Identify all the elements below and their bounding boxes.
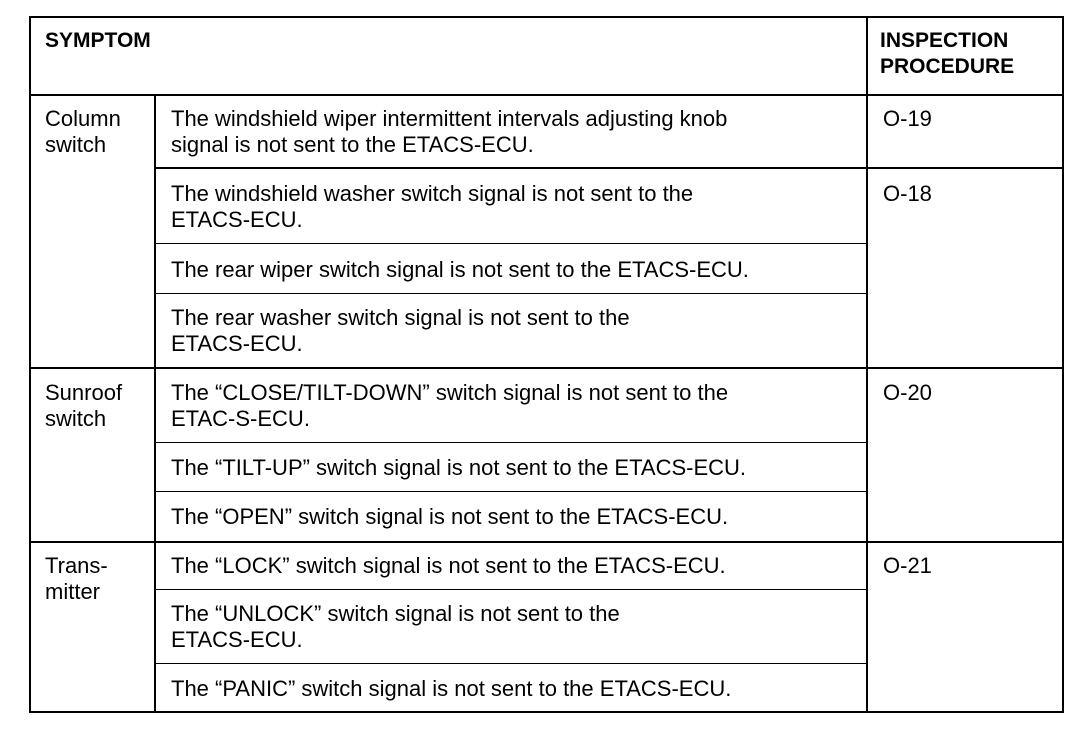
procedure-cell: O-20	[883, 380, 932, 405]
symptom-cell: The “LOCK” switch signal is not sent to the ETACS-ECU.	[171, 553, 726, 578]
row-divider	[155, 663, 867, 664]
procedure-cell: O-21	[883, 553, 932, 578]
category-label-transmitter: Trans- mitter	[45, 553, 108, 604]
group-divider	[29, 541, 1064, 543]
symptom-cell: The “PANIC” switch signal is not sent to the ETACS-ECU.	[171, 676, 732, 701]
category-label-sunroof-switch: Sunroof switch	[45, 380, 123, 431]
procedure-cell: O-18	[883, 181, 932, 206]
symptom-cell: The windshield washer switch signal is not sent to the ETACS-ECU.	[171, 181, 694, 232]
procedure-column-divider	[866, 16, 868, 713]
symptom-cell: The “TILT-UP” switch signal is not sent to the ETACS-ECU.	[171, 455, 747, 480]
symptom-cell: The rear washer switch signal is not sent to the ETACS-ECU.	[171, 305, 630, 356]
symptom-cell: The “OPEN” switch signal is not sent to the ETACS-ECU.	[171, 504, 729, 529]
category-column-divider	[154, 95, 156, 713]
row-divider	[155, 293, 867, 294]
group-divider	[29, 367, 1064, 369]
symptom-cell: The rear wiper switch signal is not sent to the ETACS-ECU.	[171, 257, 749, 282]
symptom-cell: The “UNLOCK” switch signal is not sent to the ETACS-ECU.	[171, 601, 620, 652]
symptom-header: SYMPTOM	[45, 29, 151, 52]
row-divider	[155, 167, 1064, 169]
procedure-cell: O-19	[883, 106, 932, 131]
category-label-column-switch: Column switch	[45, 106, 121, 157]
row-divider	[155, 442, 867, 443]
symptom-cell: The windshield wiper intermittent intervals adjusting knob signal is not sent to the ETACS-ECU.	[171, 106, 728, 157]
symptom-cell: The “CLOSE/TILT-DOWN” switch signal is not sent to the ETAC-S-ECU.	[171, 380, 729, 431]
row-divider	[155, 243, 867, 244]
row-divider	[155, 589, 867, 590]
header-divider	[29, 94, 1064, 96]
inspection-procedure-header: INSPECTION PROCEDURE	[880, 29, 1015, 78]
row-divider	[155, 491, 867, 492]
